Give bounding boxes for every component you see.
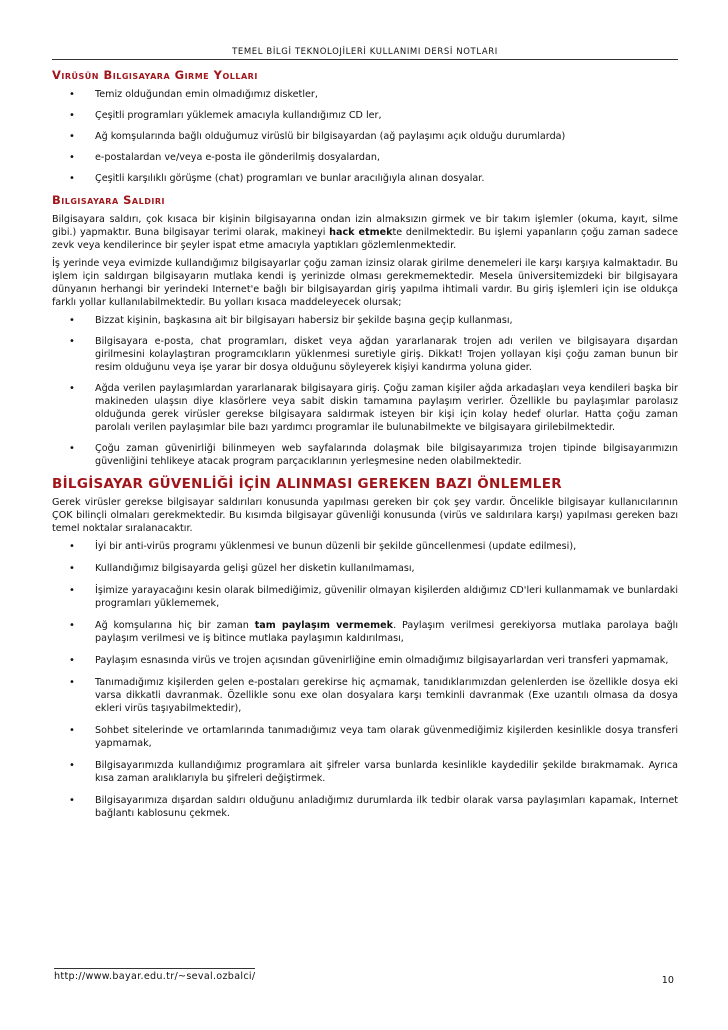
paragraph-attack-definition: Bilgisayara saldırı, çok kısaca bir kişinin bilgisayarına ondan izin almaksızın girmek ve bir takım işlemler (okuma, kayıt, silme gibi.) yapmaktır. Buna bilgisayar terimi olarak, makineyi hack etmekte denilmektedir. Bu işlemi yapanların çoğu zaman sadece zevk veya kendilerince bir şeyler ispat etme amacıyla yaptıkları gözlemlenmektedir. — [52, 214, 678, 251]
bold-term: tam paylaşım vermemek — [254, 620, 394, 631]
bold-term: hack etmek — [329, 227, 393, 238]
section-heading-attack: Bilgisayara Saldırı — [52, 193, 165, 207]
list-item: • Ağda verilen paylaşımlardan yararlanarak bilgisayara giriş. Çoğu zaman kişiler ağda arkadaşları veya kendileri başka bir makineden ulaşsın diye klasörlere veya sabit diskin tamamına paylaşım verirler. Özellikle bu paylaşımlar parolasız olduğunda gerek virüsler gerekse bilgisayara saldırmak isteyen bir kişi için kolay hedef olurlar. Hatta çoğu zaman parolalı verilen paylaşımlar bile bazı yardımcı programlar ile bulunabilmekte ve bilgisayara girilebilmektedir. — [52, 382, 678, 434]
list-item: • Paylaşım esnasında virüs ve trojen açısından güvenirliğine emin olmadığımız bilgisayarlardan veri transferi yapmamak, — [52, 654, 678, 667]
section-heading-virus-entry: Virüsün Bilgisayara Girme Yolları — [52, 68, 258, 82]
paragraph-precautions-intro: Gerek virüsler gerekse bilgisayar saldırıları konusunda yapılması gereken bir çok şey vardır. Öncelikle bilgisayar kullanıcılarının ÇOK bilinçli olmaları gerekmektedir. Bu kısımda bilgisayar güvenliği konusunda (virüs ve saldırılara karşı) yapılması gereken bazı temel noktalar sıralanacaktır. — [52, 497, 678, 534]
list-item: • Çeşitli karşılıklı görüşme (chat) programları ve bunlar aracılığıyla alınan dosyalar. — [52, 172, 678, 185]
list-item: • Tanımadığımız kişilerden gelen e-postaları gerekirse hiç açmamak, tanıdıklarımızdan gelenlerden ise özellikle dosya eki varsa dikkatli davranmak. Özellikle sonu exe olan dosyalara karşı temkinli davranmak (Exe uzantılı olmasa da dosya ekleri virüs taşıyabilmektedir), — [52, 676, 678, 715]
attack-methods-list — [52, 314, 678, 468]
page-number: 10 — [661, 975, 674, 986]
precautions-list — [52, 540, 678, 820]
page-header: TEMEL BİLGİ TEKNOLOJİLERİ KULLANIMI DERSİ NOTLARI — [52, 47, 678, 60]
list-item: • e-postalardan ve/veya e-posta ile gönderilmiş dosyalardan, — [52, 151, 678, 164]
list-item: • Ağ komşularına hiç bir zaman tam paylaşım vermemek. Paylaşım verilmesi gerekiyorsa mutlaka parolaya bağlı paylaşım verilmesi ve iş bitince mutlaka paylaşımın kaldırılması, — [52, 619, 678, 645]
section-heading-precautions: BİLGİSAYAR GÜVENLİĞİ İÇİN ALINMASI GEREKEN BAZI ÖNLEMLER — [52, 476, 562, 492]
footer-link[interactable]: http://www.bayar.edu.tr/~seval.ozbalci/ — [54, 968, 255, 982]
list-item: • Temiz olduğundan emin olmadığımız disketler, — [52, 88, 678, 101]
list-item: • Bilgisayarımıza dışardan saldırı olduğunu anladığımız durumlarda ilk tedbir olarak varsa paylaşımları kapamak, Internet bağlantı kablosunu çekmek. — [52, 794, 678, 820]
list-item: • İşimize yarayacağını kesin olarak bilmediğimiz, güvenilir olmayan kişilerden aldığımız CD'leri kullanmamak ve bunlardaki programları yüklememek, — [52, 584, 678, 610]
list-item: • Ağ komşularında bağlı olduğumuz virüslü bir bilgisayardan (ağ paylaşımı açık olduğu durumlarda) — [52, 130, 678, 143]
list-item: • İyi bir anti-virüs programı yüklenmesi ve bunun düzenli bir şekilde güncellenmesi (update edilmesi), — [52, 540, 678, 553]
list-item: • Bilgisayara e-posta, chat programları, disket veya ağdan yararlanarak trojen adı verilen ve bilgisayara dışardan girilmesini kolaylaştıran programcıkların yüklenmesi suretiyle giriş. Dikkat! Trojen yollayan kişi çoğu zaman bunun bir resim olduğunu veya işe yarar bir dosya olduğunu söyleyerek kişiyi kandırma yoluna gider. — [52, 335, 678, 374]
list-item: • Çeşitli programları yüklemek amacıyla kullandığımız CD ler, — [52, 109, 678, 122]
list-item: • Sohbet sitelerinde ve ortamlarında tanımadığımız veya tam olarak güvenmediğimiz kişilerden kesinlikle dosya transferi yapmamak, — [52, 724, 678, 750]
virus-entry-list — [52, 88, 678, 185]
list-item: • Bizzat kişinin, başkasına ait bir bilgisayarı habersiz bir şekilde başına geçip kullanması, — [52, 314, 678, 327]
document-body — [52, 68, 678, 829]
list-item: • Bilgisayarımızda kullandığımız programlara ait şifreler varsa bunlarda kesinlikle kaydedilir şekilde bırakmamak. Ayrıca kısa zaman aralıklarıyla bu şifreleri değiştirmek. — [52, 759, 678, 785]
list-item: • Kullandığımız bilgisayarda gelişi güzel her disketin kullanılmaması, — [52, 562, 678, 575]
paragraph-attack-context: İş yerinde veya evimizde kullandığımız bilgisayarlar çoğu zaman izinsiz olarak girilme denemeleri ile karşı karşıya kalmaktadır. Bu işlem için saldırgan bilgisayarın mutlaka kendi iş yerinizde olması gerekmemektedir. Mesela üniversitemizdeki bir bilgisayara dünyanın herhangi bir yerindeki Internet'e bağlı bir bilgisayardan giriş yapılma ihtimali vardır. Bu giriş işlemleri için ise oldukça farklı yollar kullanılabilmektedir. Bu yolları kısaca maddeleyecek olursak; — [52, 258, 678, 308]
list-item: • Çoğu zaman güvenirliği bilinmeyen web sayfalarında dolaşmak bile bilgisayarımıza trojen tipinde bilgisayarımızın güvenliğini tehlikeye atacak program parçacıklarının yerleşmesine neden olabilmektedir. — [52, 442, 678, 468]
